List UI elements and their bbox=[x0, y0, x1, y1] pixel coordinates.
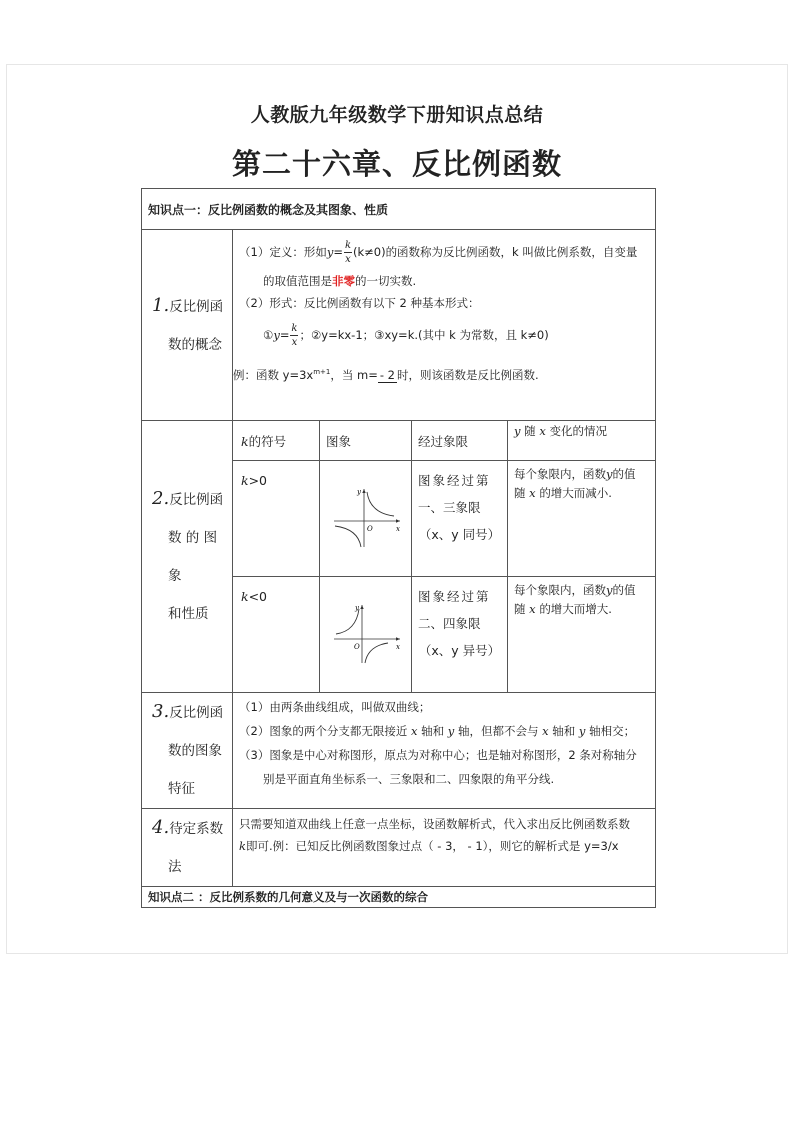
graph-number: 2. bbox=[152, 488, 170, 509]
features-label-c: 特征 bbox=[168, 781, 195, 797]
branch-second-quadrant bbox=[336, 609, 359, 634]
f2d: 轴和 bbox=[552, 724, 576, 738]
forms-intro: （2）形式：反比例函数有以下 2 种基本形式： bbox=[239, 296, 480, 310]
f2x2: x bbox=[542, 724, 549, 738]
k-positive-change bbox=[508, 461, 656, 577]
features-content bbox=[233, 693, 656, 809]
section1-title: 知识点一：反比例函数的概念及其图象、性质 bbox=[142, 189, 656, 230]
k-positive-c3: 随 bbox=[514, 486, 526, 500]
col-change-rest: 变化的情况 bbox=[549, 424, 607, 438]
example-prefix: 例：函数 y=3x bbox=[233, 367, 314, 382]
concept-label bbox=[142, 230, 233, 421]
definition-condition: (k≠0) bbox=[352, 245, 386, 259]
definition-y: y bbox=[326, 245, 334, 259]
graph-label-a: 反比例函 bbox=[169, 492, 224, 508]
method-row bbox=[142, 809, 656, 887]
features-line-1: （1）由两条曲线组成，叫做双曲线； bbox=[239, 700, 431, 714]
col-quadrants: 经过象限 bbox=[412, 421, 508, 461]
definition-prefix: （1）定义：形如 bbox=[239, 245, 327, 259]
origin-label: O bbox=[353, 643, 360, 651]
knowledge-table bbox=[141, 188, 656, 908]
k-negative-c3: 随 bbox=[514, 602, 526, 616]
hyperbola-negative-graph bbox=[330, 601, 402, 665]
features-label bbox=[142, 693, 233, 809]
branch-fourth-quadrant bbox=[365, 643, 388, 663]
definition-fraction bbox=[344, 239, 352, 266]
features-row bbox=[142, 693, 656, 809]
concept-content bbox=[233, 230, 656, 421]
method-line-2 bbox=[239, 835, 649, 857]
axis-label-y: y bbox=[356, 488, 361, 496]
k-negative-c2: 的值 bbox=[612, 583, 636, 597]
section1-header-row bbox=[142, 189, 656, 230]
features-line-4: 别是平面直角坐标系一、三象限和二、四象限的角平分线. bbox=[263, 772, 555, 786]
graph-label bbox=[142, 421, 233, 693]
graph-header-row bbox=[142, 421, 656, 461]
method-k: k bbox=[239, 839, 246, 853]
page-subtitle: 人教版九年级数学下册知识点总结 bbox=[250, 104, 544, 126]
definition-numerator: k bbox=[344, 239, 351, 251]
method-line-2-rest: 即可.例：已知反比例函数图象过点（ - 3， - 1），则它的解析式是 y=3/x bbox=[245, 839, 619, 853]
graph-label-c: 和性质 bbox=[168, 606, 209, 622]
example-exponent: m+1 bbox=[313, 368, 331, 376]
col-change-mid: 随 bbox=[524, 424, 536, 438]
method-label bbox=[142, 809, 233, 887]
k-negative-change bbox=[508, 577, 656, 693]
concept-label-b: 数的概念 bbox=[168, 336, 222, 353]
k-negative-q3: （x、y 异号） bbox=[418, 643, 501, 658]
features-label-b: 数的图象 bbox=[168, 743, 222, 759]
k-positive-c-y: y bbox=[606, 467, 613, 481]
k-positive-c4: 的增大而减小. bbox=[539, 486, 612, 500]
domain-suffix: 的一切实数. bbox=[355, 274, 417, 288]
concept-label-a: 反比例函 bbox=[169, 298, 224, 315]
k-positive-c1: 每个象限内，函数 bbox=[514, 467, 606, 481]
col-change-x: x bbox=[539, 424, 546, 438]
forms-rest: ；②y=kx-1；③xy=k.(其中 k 为常数，且 k≠0) bbox=[299, 328, 549, 342]
f2b: 轴和 bbox=[421, 724, 445, 738]
f2c: 轴，但都不会与 bbox=[457, 724, 539, 738]
col-k-var: k bbox=[241, 433, 249, 449]
k-negative-c-x: x bbox=[529, 602, 536, 616]
k-negative-text: <0 bbox=[248, 589, 268, 604]
k-negative-sign bbox=[233, 577, 320, 693]
example-answer: - 2 bbox=[379, 367, 395, 382]
k-negative-c1: 每个象限内，函数 bbox=[514, 583, 606, 597]
definition-line bbox=[233, 230, 655, 274]
k-negative-var: k bbox=[241, 589, 249, 604]
k-positive-text: >0 bbox=[248, 473, 268, 488]
hyperbola-positive-graph bbox=[330, 485, 402, 549]
definition-eq: = bbox=[333, 245, 343, 259]
k-positive-graph bbox=[320, 461, 412, 577]
features-label-a: 反比例函 bbox=[169, 705, 224, 721]
method-content bbox=[233, 809, 656, 887]
concept-row bbox=[142, 230, 656, 421]
axis-label-x: x bbox=[395, 643, 400, 651]
k-positive-sign bbox=[233, 461, 320, 577]
f2y1: y bbox=[447, 724, 455, 738]
features-line-2 bbox=[239, 719, 649, 743]
definition-denominator: x bbox=[345, 253, 351, 265]
definition-suffix: 的函数称为反比例函数，k 叫做比例系数，自变量 bbox=[385, 245, 638, 259]
col-graph: 图象 bbox=[320, 421, 412, 461]
k-negative-graph bbox=[320, 577, 412, 693]
features-number: 3. bbox=[152, 701, 170, 722]
col-k-text: 的符号 bbox=[248, 433, 287, 449]
y-axis-arrow bbox=[360, 605, 363, 609]
axis-label-y: y bbox=[354, 604, 359, 612]
forms-denominator: x bbox=[291, 336, 298, 348]
axis-label-x: x bbox=[395, 525, 400, 533]
forms-y: y bbox=[273, 328, 280, 342]
k-negative-c-y: y bbox=[606, 583, 613, 597]
section2-title: 知识点二 ：反比例系数的几何意义及与一次函数的综合 bbox=[142, 887, 656, 908]
example-mid: ，当 m= bbox=[330, 367, 378, 382]
features-line-3: （3）图象是中心对称图形，原点为对称中心；也是轴对称图形，2 条对称轴分 bbox=[239, 748, 637, 762]
example-suffix: 时，则该函数是反比例函数. bbox=[396, 367, 539, 382]
k-negative-q1: 图象经过第 bbox=[418, 589, 491, 604]
method-label-b: 法 bbox=[168, 859, 182, 875]
example-line bbox=[233, 363, 655, 385]
forms-fraction bbox=[290, 322, 298, 349]
col-change-y: y bbox=[514, 424, 521, 438]
k-positive-c2: 的值 bbox=[612, 467, 636, 481]
forms-numerator: k bbox=[291, 322, 298, 334]
domain-line bbox=[233, 272, 655, 294]
f2y2: y bbox=[578, 724, 586, 738]
col-k-sign bbox=[233, 421, 320, 461]
col-change bbox=[508, 421, 656, 461]
x-axis-arrow bbox=[396, 637, 400, 640]
k-negative-q2: 二、四象限 bbox=[418, 616, 481, 631]
method-number: 4. bbox=[152, 817, 170, 838]
f2x1: x bbox=[410, 724, 418, 738]
page-title: 第二十六章、反比例函数 bbox=[231, 147, 562, 181]
k-positive-q2: 一、三象限 bbox=[418, 500, 481, 515]
k-positive-q1: 图象经过第 bbox=[418, 473, 491, 488]
branch-first-quadrant bbox=[367, 492, 394, 516]
branch-third-quadrant bbox=[335, 526, 361, 547]
domain-highlight: 非零 bbox=[332, 274, 355, 288]
y-axis-arrow bbox=[362, 489, 365, 493]
domain-prefix: 的取值范围是 bbox=[263, 274, 332, 288]
forms-line bbox=[233, 313, 655, 357]
section2-header-row bbox=[142, 887, 656, 908]
forms-circle-1: ① bbox=[263, 328, 274, 342]
concept-number: 1. bbox=[152, 294, 170, 316]
graph-label-b: 数 的 图 象 bbox=[168, 530, 218, 584]
k-negative-quadrants bbox=[412, 577, 508, 693]
k-positive-var: k bbox=[241, 473, 249, 488]
f2a: （2）图象的两个分支都无限接近 bbox=[239, 724, 408, 738]
x-axis-arrow bbox=[396, 519, 400, 522]
forms-eq: = bbox=[279, 328, 290, 342]
f2e: 轴相交； bbox=[589, 724, 636, 738]
k-negative-c4: 的增大而增大. bbox=[539, 602, 612, 616]
method-line-1: 只需要知道双曲线上任意一点坐标，设函数解析式，代入求出反比例函数系数 bbox=[239, 817, 630, 831]
k-positive-quadrants bbox=[412, 461, 508, 577]
k-positive-c-x: x bbox=[529, 486, 536, 500]
method-label-a: 待定系数 bbox=[169, 821, 224, 837]
origin-label: O bbox=[366, 525, 373, 533]
k-positive-q3: （x、y 同号） bbox=[418, 527, 501, 542]
